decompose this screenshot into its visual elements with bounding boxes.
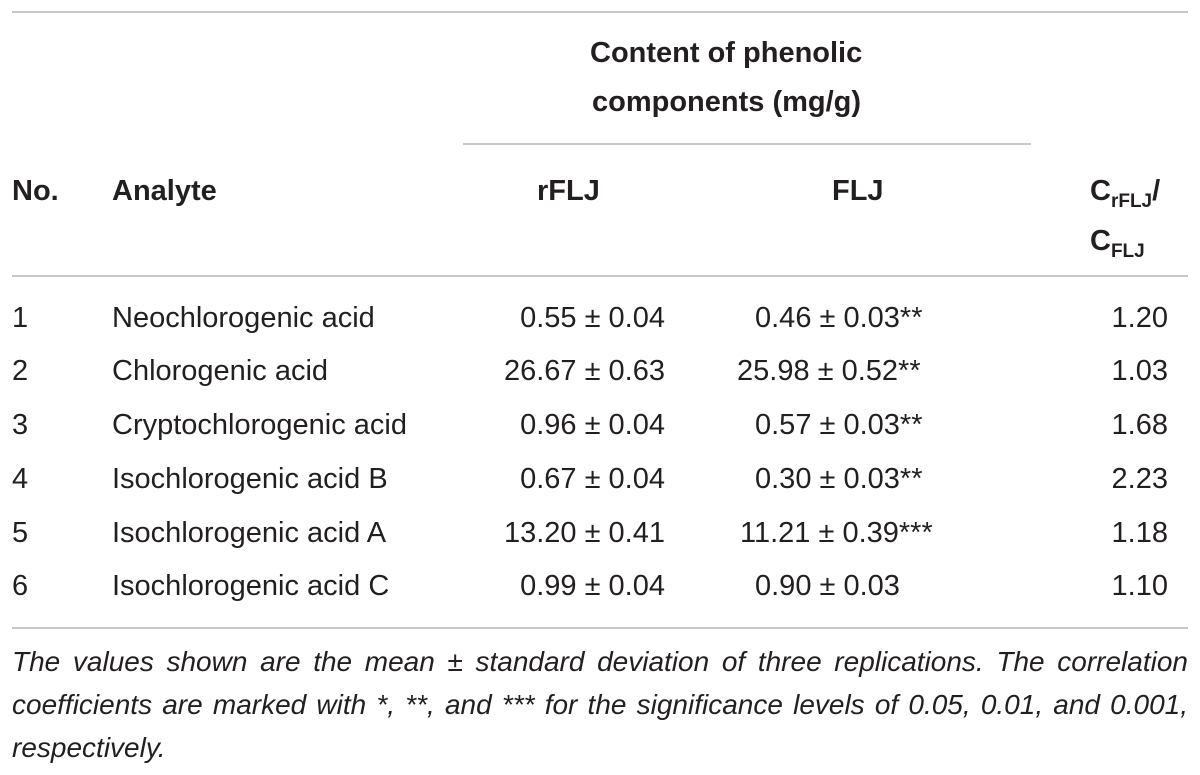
cell-ratio: 1.18 [1111, 517, 1168, 549]
cell-analyte: Cryptochlorogenic acid [112, 409, 407, 441]
ratio-subscript-rflj: rFLJ [1110, 191, 1153, 212]
top-rule [12, 11, 1188, 13]
column-header-analyte: Analyte [112, 175, 217, 207]
cell-flj: 0.46 ± 0.03** [755, 302, 923, 334]
bottom-rule [12, 627, 1188, 629]
cell-rflj: 0.99 ± 0.04 [520, 570, 665, 602]
cell-no: 2 [12, 355, 29, 387]
cell-flj: 0.90 ± 0.03 [755, 570, 900, 602]
cell-rflj: 0.55 ± 0.04 [520, 302, 665, 334]
cell-ratio: 1.03 [1111, 355, 1168, 387]
cell-ratio: 1.10 [1111, 570, 1168, 602]
cell-ratio: 1.20 [1111, 302, 1168, 334]
column-header-ratio-line2 [1090, 224, 1145, 262]
column-header-flj: FLJ [832, 175, 884, 207]
cell-rflj: 0.67 ± 0.04 [520, 463, 665, 495]
cell-analyte: Chlorogenic acid [112, 355, 329, 387]
ratio-subscript-flj: FLJ [1110, 241, 1145, 262]
column-header-no: No. [12, 175, 59, 207]
ratio-c: C [1090, 175, 1111, 207]
cell-analyte: Isochlorogenic acid C [112, 570, 390, 602]
cell-flj: 25.98 ± 0.52** [737, 355, 921, 387]
header-rule [12, 275, 1188, 277]
cell-flj: 0.30 ± 0.03** [755, 463, 923, 495]
cell-analyte: Neochlorogenic acid [112, 302, 375, 334]
ratio-slash: / [1152, 175, 1161, 207]
column-group-header-line1: Content of phenolic [590, 37, 863, 69]
cell-no: 5 [12, 517, 29, 549]
column-header-ratio-line1 [1090, 174, 1160, 212]
column-header-rflj: rFLJ [537, 175, 600, 207]
ratio-c: C [1090, 225, 1111, 257]
cell-no: 6 [12, 570, 29, 602]
cell-ratio: 2.23 [1111, 463, 1168, 495]
cell-rflj: 0.96 ± 0.04 [520, 409, 665, 441]
column-group-header-line2: components (mg/g) [592, 86, 862, 118]
group-header-rule [463, 143, 1031, 145]
cell-analyte: Isochlorogenic acid B [112, 463, 388, 495]
cell-analyte: Isochlorogenic acid A [112, 517, 387, 549]
cell-rflj: 26.67 ± 0.63 [503, 355, 665, 387]
cell-flj: 11.21 ± 0.39*** [740, 517, 933, 549]
cell-rflj: 13.20 ± 0.41 [503, 517, 665, 549]
table-footnote: The values shown are the mean ± standard deviation of three replications. The correlation coefficients are marked with *, **, and *** for the significance levels of 0.05, 0.01, and 0.001, respectively. [12, 646, 1188, 763]
cell-no: 4 [12, 463, 29, 495]
cell-flj: 0.57 ± 0.03** [755, 409, 923, 441]
cell-no: 1 [12, 302, 29, 334]
cell-ratio: 1.68 [1111, 409, 1168, 441]
cell-no: 3 [12, 409, 29, 441]
